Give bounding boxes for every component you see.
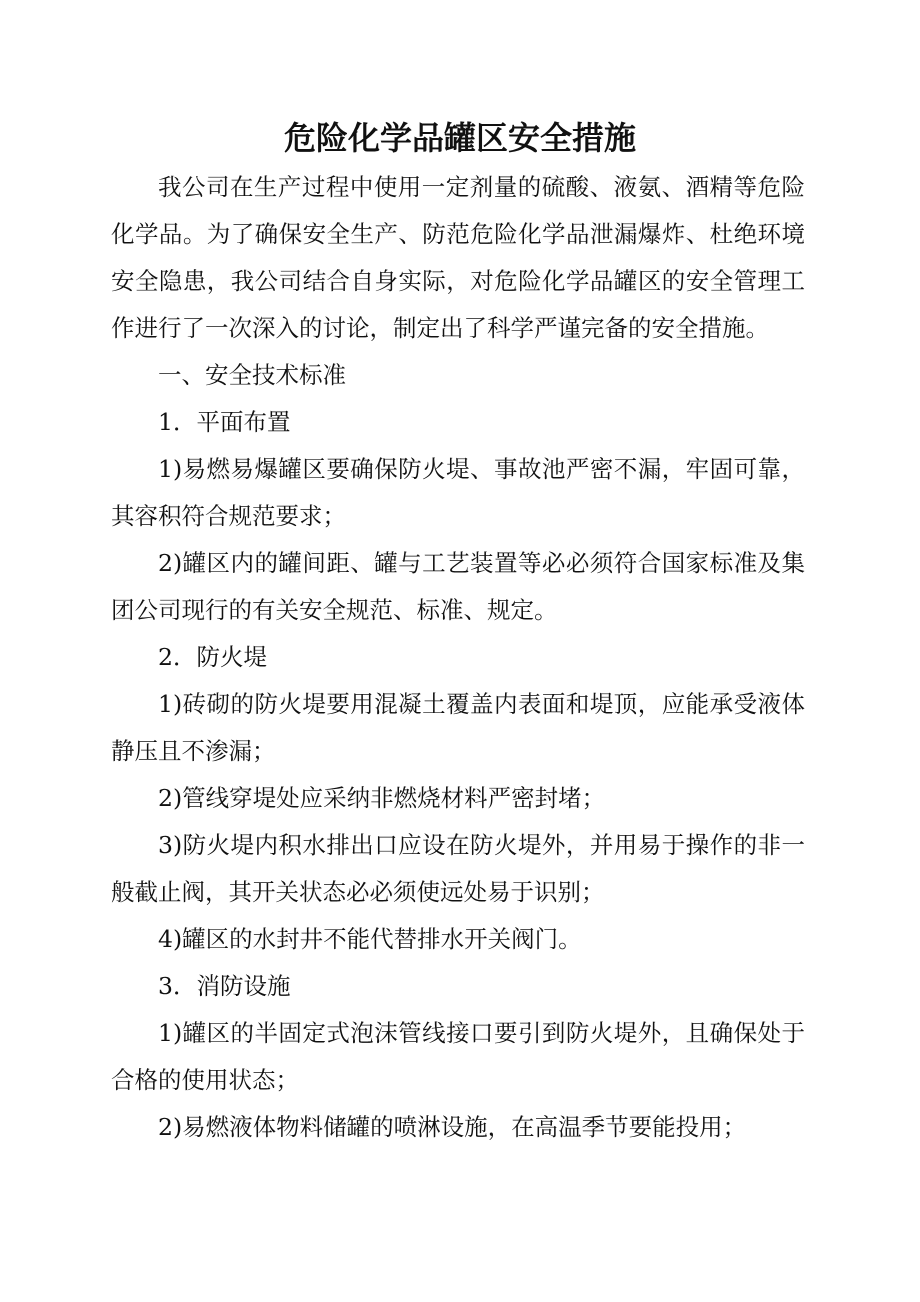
- list-item: 1)罐区的半固定式泡沫管线接口要引到防火堤外，且确保处于合格的使用状态；: [111, 1019, 805, 1094]
- list-item: 4)罐区的水封井不能代替排水开关阀门。: [158, 925, 582, 953]
- intro-paragraph: 我公司在生产过程中使用一定剂量的硫酸、液氨、酒精等危险化学品。为了确保安全生产、防范危险化学品泄漏爆炸、杜绝环境安全隐患，我公司结合自身实际，对危险化学品罐区的安全管理工作进行了一次深入的讨论，制定出了科学严谨完备的安全措施。: [111, 173, 805, 342]
- list-item: 2)易燃液体物料储罐的喷淋设施，在高温季节要能投用；: [158, 1113, 747, 1141]
- list-item: 1)易燃易爆罐区要确保防火堤、事故池严密不漏，牢固可靠，其容积符合规范要求；: [111, 455, 805, 530]
- section-heading: 一、安全技术标准: [158, 361, 346, 389]
- subsection-heading: 2．防火堤: [158, 643, 267, 671]
- list-item: 3)防火堤内积水排出口应设在防火堤外，并用易于操作的非一般截止阀，其开关状态必必须使远处易于识别；: [111, 831, 805, 906]
- subsection-heading: 3．消防设施: [158, 972, 291, 1000]
- document-title: 危险化学品罐区安全措施: [283, 119, 636, 157]
- list-item: 2)管线穿堤处应采纳非燃烧材料严密封堵；: [158, 784, 606, 812]
- document-body: [111, 164, 805, 1151]
- subsection-heading: 1．平面布置: [158, 408, 291, 436]
- list-item: 2)罐区内的罐间距、罐与工艺装置等必必须符合国家标准及集团公司现行的有关安全规范、标准、规定。: [111, 549, 805, 624]
- list-item: 1)砖砌的防火堤要用混凝土覆盖内表面和堤顶，应能承受液体静压且不渗漏；: [111, 690, 805, 765]
